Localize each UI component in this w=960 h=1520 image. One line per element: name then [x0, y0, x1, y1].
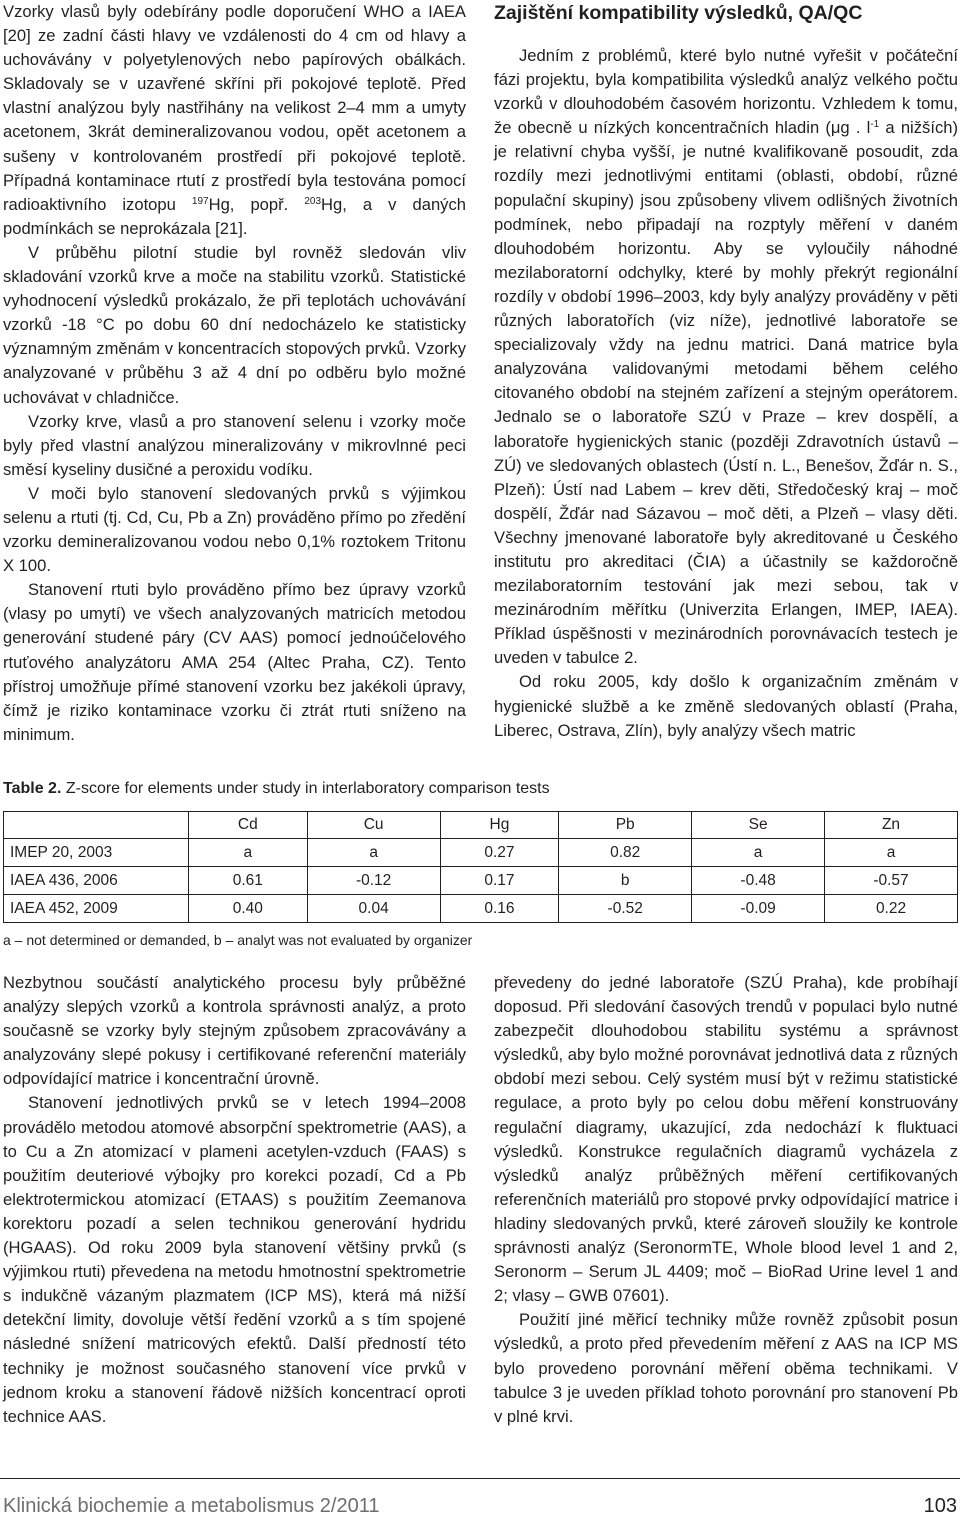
superscript-exponent: -1 [870, 119, 880, 131]
table-row [4, 839, 958, 867]
table-cell: b [559, 867, 692, 895]
paragraph-technique-comparison: Použití jiné měřicí techniky může rovněž způsobit posun výsledků, a proto před převedením měření z AAS na ICP MS bylo provedeno porovnání měření oběma technikami. V tabulce 3 je uveden příklad tohoto porovnání pro stanovení Pb v plné krvi. [494, 1310, 958, 1426]
table-row-label: IAEA 452, 2009 [4, 895, 189, 923]
table-cell: a [825, 839, 958, 867]
section-heading-qaqc: Zajištění kompatibility výsledků, QA/QC [494, 2, 863, 24]
table-cell: a [307, 839, 440, 867]
table-header-cell: Zn [825, 812, 958, 839]
table-cell: 0.17 [440, 867, 559, 895]
column-bottom-right [494, 971, 958, 1429]
table-header-row [4, 812, 958, 839]
table-header-cell: Se [692, 812, 825, 839]
table-cell: 0.82 [559, 839, 692, 867]
table-cell: 0.22 [825, 895, 958, 923]
table-cell: 0.27 [440, 839, 559, 867]
column-top-left [3, 0, 466, 747]
table-cell: -0.52 [559, 895, 692, 923]
paragraph-hair-sampling: Vzorky vlasů byly odebírány podle doporučení WHO a IAEA [20] ze zadní části hlavy ve vzdálenosti do 4 cm od hlavy a uchovávány v polyetylenových nebo papírových obálkách. Skladovaly se v uzavřené skříni při pokojové teplotě. Před vlastní analýzou byly nastřihány na velikost 2–4 mm a umyty acetonem, 3krát demineralizovanou vodou, opět acetonem a sušeny v kontrolovaném prostředí při pokojové teplotě. Případná kontaminace rtutí z prostředí byla testována pomocí radioaktivního izotopu $^{197}$Hg, popř. $^{203}$Hg, a v daných podmínkách se neprokázala [21]. [3, 2, 466, 238]
table-cell: a [692, 839, 825, 867]
paragraph-since-2005: Od roku 2005, kdy došlo k organizačním změnám v hygienické službě a ke změně sledovaných oblastí (Praha, Liberec, Ostrava, Zlín), byly analýzy všech matric [494, 672, 958, 740]
table-cell: -0.57 [825, 867, 958, 895]
table-row-label: IMEP 20, 2003 [4, 839, 189, 867]
table-row [4, 867, 958, 895]
table-cell: 0.04 [307, 895, 440, 923]
table-cell: a [189, 839, 308, 867]
table-footnote: a – not determined or demanded, b – analyt was not evaluated by organizer [3, 932, 473, 948]
table-cell: 0.61 [189, 867, 308, 895]
table-header-cell: Hg [440, 812, 559, 839]
table-caption [3, 777, 943, 801]
table-header-cell [4, 812, 189, 839]
table-cell: 0.16 [440, 895, 559, 923]
table-row-label: IAEA 436, 2006 [4, 867, 189, 895]
table-cell: -0.09 [692, 895, 825, 923]
column-top-right [494, 0, 958, 743]
paragraph-regulation-diagrams: převedeny do jedné laboratoře (SZÚ Praha), kde probíhají doposud. Při sledování časových trendů v populaci bylo nutné zabezpečit dlouhodobou stabilitu systému a správnost výsledků, aby bylo možné porovnávat jednotlivá data z různých období mezi sebou. Celý systém musí být v režimu statistické regulace, a proto byly po celou dobu měření konstruovány regulační diagramy, ukazující, zda nedochází k fluktuaci výsledků. Konstrukce regulačních diagramů vycházela z výsledků analýz průběžných měření certifikovaných referenčních materiálů pro stopové prvky odpovídající matrice i hladiny sledovaných prvků, které zároveň sloužily ke kontrole správnosti analýz (SeronormTE, Whole blood level 1 and 2, Seronorm – Serum JL 4409; moč – BioRad Urine level 1 and 2; vlasy – GWB 07601). [494, 973, 958, 1306]
table-caption-text: Z-score for elements under study in interlaboratory comparison tests [61, 780, 550, 797]
superscript-isotope: 203 [304, 195, 322, 207]
table-header-cell: Pb [559, 812, 692, 839]
table-cell: -0.12 [307, 867, 440, 895]
footer-page-number: 103 [923, 1495, 957, 1517]
table-cell: 0.40 [189, 895, 308, 923]
footer-journal-name: Klinická biochemie a metabolismus 2/2011 [3, 1495, 380, 1517]
table-caption-label: Table 2. [3, 780, 62, 797]
zscore-table [3, 811, 958, 923]
paragraph-compatibility: Jedním z problémů, které bylo nutné vyřešit v počáteční fázi projektu, byla kompatibilita výsledků analýz velkého počtu vzorků v dlouhodobém časovém horizontu. Vzhledem k tomu, že obecně u nízkých koncentračních hladin (μg . $l^{-1}$ a nižších) je relativní chyba vyšší, je nutné kvalifikovaně posoudit, zda rozdíly mezi jednotlivými entitami (oblasti, období, různé populační skupiny) jsou způsobeny vlivem odlišných životních podmínek, nebo připadají na rozptyly měření v daném dlouhodobém horizontu. Aby se vyloučily náhodné mezilaboratorní odchylky, které by mohly překrýt regionální rozdíly v období 1996–2003, kdy byly analýzy prováděny v pěti různých laboratořích (viz níže), jednotlivé laboratoře se specializovaly vždy na jednu matrici. Daná matrice byla analyzována validovanými metodami během celého citovaného období na stejném zařízení a stejným operátorem. Jednalo se o laboratoře SZÚ v Praze – krev dospělí, a laboratoře hygienických stanic (později Zdravotních ústavů – ZÚ) ve sledovaných oblastech (Ústí n. L., Benešov, Žďár n. S., Plzeň): Ústí nad Labem – krev děti, Středočeský kraj – moč dospělí, Žďár nad Sázavou – moč děti, a Plzeň – vlasy děti. Všechny jmenované laboratoře byly akreditované u Českého institutu pro akreditaci (ČIA) a účastnily se každoročně mezilaboratorním testování jak mezi sebou, tak v mezinárodním měřítku (Univerzita Erlangen, IMEP, IAEA). Příklad úspěšnosti v mezinárodních porovnávacích testech je uveden v tabulce 2. [494, 46, 958, 668]
table-header-cell: Cu [307, 812, 440, 839]
paragraph-aas-icpms: Stanovení jednotlivých prvků se v letech 1994–2008 provádělo metodou atomové absorpční spektrometrie (AAS), a to Cu a Zn atomizací v plameni acetylen-vzduch (FAAS) s použitím deuteriové výbojky pro korekci pozadí, Cd a Pb elektrotermickou atomizací (ETAAS) s použitím Zeemanova korektoru pozadí a selen technikou generování hydridu (HGAAS). Od roku 2009 byla stanovení většiny prvků (s výjimkou rtuti) převedena na metodu hmotnostní spektrometrie s indukčně vázaným plazmatem (ICP MS), která má nižší detekční limity, dovoluje větší ředění vzorků a s tím spojené následné snížení matricových efektů. Další předností této techniky je možnost současného stanovení více prvků v jednom kroku a stanovení řádově nižších koncentrací oproti technice AAS. [3, 1093, 466, 1426]
paragraph-mercury-analysis: Stanovení rtuti bylo prováděno přímo bez úpravy vzorků (vlasy po umytí) ve všech analyzovaných matricích metodou generování studené páry (CV AAS) pomocí jednoúčelového rtuťového analyzátoru AMA 254 (Altec Praha, CZ). Tento přístroj umožňuje přímé stanovení vzorku bez jakékoli úpravy, čímž je riziko kontaminace vzorku či ztrát rtuti sníženo na minimum. [3, 580, 466, 744]
paragraph-blank-samples: Nezbytnou součástí analytického procesu byly průběžné analýzy slepých vzorků a kontrola správnosti analýz, a proto současně se vzorky byly stejným způsobem zpracovávány a analyzovány slepé pokusy i certifikované referenční materiály odpovídající matrice i koncentrační úrovně. [3, 973, 466, 1089]
paragraph-mineralization: Vzorky krve, vlasů a pro stanovení selenu i vzorky moče byly před vlastní analýzou mineralizovány v mikrovlnné peci směsí kyseliny dusičné a peroxidu vodíku. [3, 411, 466, 479]
footer-divider [0, 1478, 960, 1479]
table-row [4, 895, 958, 923]
paragraph-urine-dilution: V moči bylo stanovení sledovaných prvků s výjimkou selenu a rtuti (tj. Cd, Cu, Pb a Zn) prováděno přímo po zředění vzorku demineralizovanou vodou nebo 0,1% roztokem Tritonu X 100. [3, 483, 466, 576]
paragraph-storage-stability: V průběhu pilotní studie byl rovněž sledován vliv skladování vzorků krve a moče na stabilitu vzorků. Statistické vyhodnocení výsledků prokázalo, že při teplotách uchovávání vzorků -18 °C po dobu 60 dní nedocházelo ke statisticky významným změnám v koncentracích stopových prvků. Vzorky analyzované v průběhu 3 až 4 dní po odběru bylo možné uchovávat v chladničce. [3, 242, 466, 407]
column-bottom-left [3, 971, 466, 1429]
table-cell: -0.48 [692, 867, 825, 895]
superscript-isotope: 197 [191, 195, 209, 207]
table-header-cell: Cd [189, 812, 308, 839]
